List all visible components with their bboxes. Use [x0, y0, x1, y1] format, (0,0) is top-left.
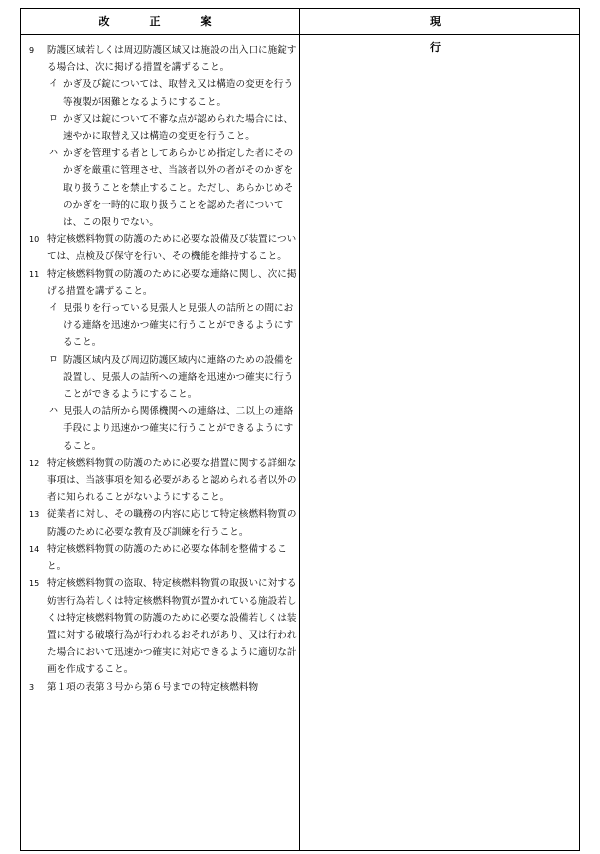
proposed-column: [29, 42, 297, 696]
item-15: 15 特定核燃料物質の盗取、特定核燃料物質の取扱いに対する妨害行為若しくは特定核燃料物質が置かれている施設若しくは特定核燃料物質の防護のために必要な設備若しくは装置に対する破壊行為が行われるおそれがあり、又は行われた場合において迅速かつ確実に対応できるように適切な計画を作成すること。: [29, 578, 297, 676]
item-11-i: イ 見張りを行っている見張人と見張人の詰所との間における連絡を迅速かつ確実に行うことができるようにすること。: [49, 303, 294, 349]
table-header: [21, 9, 579, 54]
item-9-ro: ロ かぎ又は錠について不審な点が認められた場合には、速やかに取替え又は構造の変更を行うこと。: [49, 113, 294, 143]
item-11-ro: ロ 防護区域内及び周辺防護区域内に連絡のための設備を設置し、見張人の詰所への連絡を迅速かつ確実に行うことができるようにすること。: [49, 354, 294, 401]
item-10: 10 特定核燃料物質の防護のために必要な設備及び装置については、点検及び保守を行い、その機能を維持すること。: [29, 234, 297, 263]
item-14: 14 特定核燃料物質の防護のために必要な体制を整備すること。: [29, 543, 287, 573]
item-9: 9 防護区域若しくは周辺防護区域又は施設の出入口に施錠する場合は、次に掲げる措置を講ずること。: [29, 45, 297, 74]
item-9-ha: ハ かぎを管理する者としてあらかじめ指定した者にそのかぎを厳重に管理させ、当該者以外の者がそのかぎを取り扱うことを禁止すること。ただし、あらかじめそのかぎを一時的に取り扱うことを認めた者については、この限りでない。: [49, 148, 294, 229]
item-12: 12 特定核燃料物質の防護のために必要な措置に関する詳細な事項は、当該事項を知る必要があると認められる者以外の者に知られることがないようにすること。: [29, 457, 297, 504]
item-13: 13 従業者に対し、その職務の内容に応じて特定核燃料物質の防護のために必要な教育及び訓練を行うこと。: [29, 509, 297, 538]
comparison-table: [20, 8, 580, 851]
column-divider: [299, 9, 300, 850]
paragraph-3: 3 第１項の表第３号から第６号までの特定核燃料物: [29, 681, 259, 693]
item-9-i: イ かぎ及び錠については、取替え又は構造の変更を行う等複製が困難となるようにすること。: [49, 79, 294, 108]
header-current: 現行: [430, 15, 551, 54]
header-proposed: 改正案: [98, 15, 252, 28]
item-11: 11 特定核燃料物質の防護のために必要な連絡に関し、次に掲げる措置を講ずること。: [29, 268, 297, 297]
item-11-ha: ハ 見張人の詰所から関係機関への連絡は、二以上の連絡手段により迅速かつ確実に行うことができるようにすること。: [49, 406, 294, 452]
